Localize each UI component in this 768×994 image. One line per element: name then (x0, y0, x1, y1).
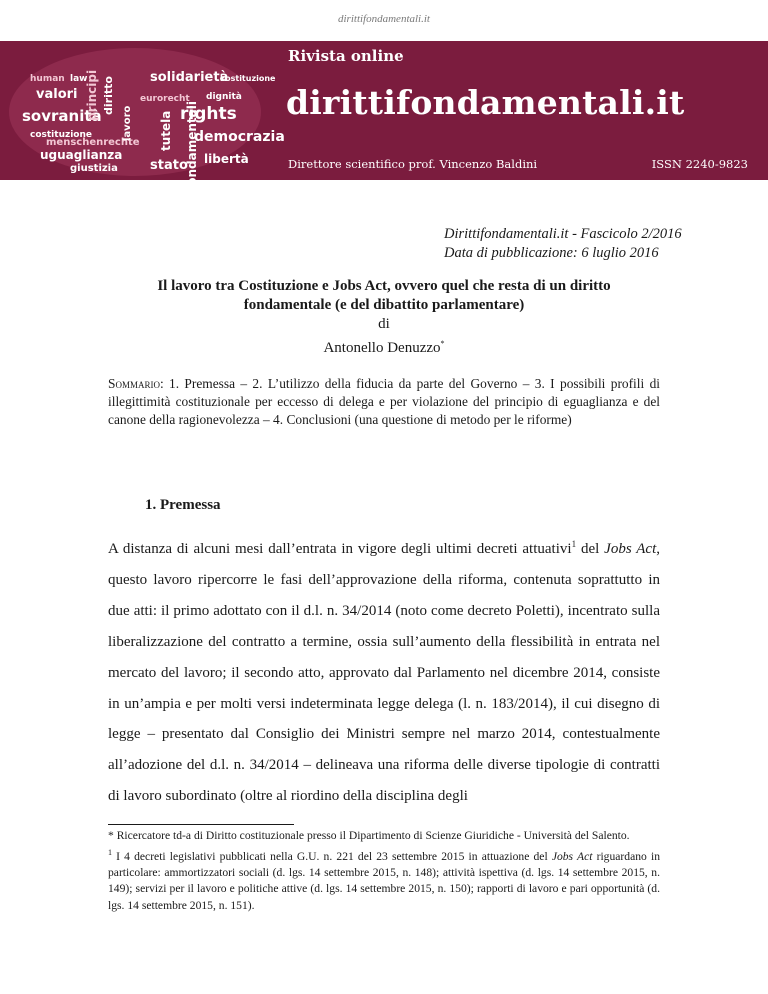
body-text-part: del (576, 541, 605, 557)
svg-text:kostituzione: kostituzione (220, 74, 276, 83)
banner-director: Direttore scientifico prof. Vincenzo Baldini (288, 157, 538, 171)
svg-text:sovranità: sovranità (22, 107, 102, 125)
section-heading: 1. Premessa (145, 497, 221, 513)
svg-text:eurorecht: eurorecht (140, 94, 190, 104)
issue-meta (444, 225, 682, 263)
word-cloud-logo (0, 41, 285, 191)
article-title-line-1: Il lavoro tra Costituzione e Jobs Act, ovvero quel che resta di un diritto (157, 278, 611, 294)
footnote-text: I 4 decreti legislativi pubblicati nella G.U. n. 221 del 23 settembre 2015 in attuazione del (112, 849, 552, 863)
svg-text:human: human (30, 74, 65, 84)
author-text: Antonello Denuzzo (323, 340, 441, 356)
table-of-contents-summary (108, 375, 660, 429)
footnote-author (108, 828, 660, 845)
body-text-part: A distanza di alcuni mesi dall’entrata in vigore degli ultimi decreti attuativi (108, 541, 572, 557)
issue-number: Dirittifondamentali.it - Fascicolo 2/2016 (444, 226, 682, 242)
footnotes (108, 828, 660, 914)
footnote-1 (108, 845, 660, 915)
svg-text:diritto: diritto (102, 76, 115, 115)
journal-banner (0, 41, 768, 191)
svg-text:dignità: dignità (206, 92, 242, 102)
site-title[interactable]: dirittifondamentali.it (286, 83, 685, 122)
svg-text:libertà: libertà (204, 152, 249, 166)
author-name (0, 334, 768, 358)
svg-text:rights: rights (180, 104, 237, 124)
svg-text:stato: stato (150, 158, 188, 173)
svg-text:costituzione: costituzione (30, 130, 92, 140)
svg-text:law: law (70, 74, 88, 84)
footnote-text: riguardano in particolare: ammortizzatori sociali (d. lgs. 14 settembre 2015, n. 148); attività ispettiva (d. lgs. 14 settembre 2015, n. 149); servizi per il lavoro e politiche attive (d. lgs. 14 settembre 2015, n. 150); rapporti di lavoro e pari opportunità (d. lgs. 14 settembre 2015, n. 151). (108, 849, 660, 912)
banner-issn: ISSN 2240-9823 (651, 157, 748, 171)
summary-text: : 1. Premessa – 2. L’utilizzo della fiducia da parte del Governo – 3. I possibili profili di illegittimità costituzionale per eccesso di delega e per violazione del principio di eguaglianza e del canone della ragionevolezza – 4. Conclusioni (una questione di metodo per le riforme) (108, 376, 660, 427)
svg-text:menschenrechte: menschenrechte (46, 137, 140, 148)
svg-text:lavoro: lavoro (122, 105, 133, 141)
svg-text:principi: principi (85, 69, 99, 121)
svg-text:democrazia: democrazia (194, 129, 285, 145)
svg-text:uguaglianza: uguaglianza (40, 148, 123, 162)
footnote-mark: 1 (108, 847, 112, 857)
svg-text:fondamentali: fondamentali (185, 101, 199, 191)
header-url: dirittifondamentali.it (338, 13, 430, 25)
publication-date: Data di pubblicazione: 6 luglio 2016 (444, 245, 659, 261)
article-title-line-2: fondamentale (e del dibattito parlamentare) (243, 297, 525, 313)
banner-kicker: Rivista online (288, 47, 404, 65)
svg-text:tutela: tutela (159, 110, 173, 151)
author-footnote-mark[interactable]: * (440, 339, 445, 348)
svg-text:valori: valori (36, 87, 78, 102)
article-title-block (0, 277, 768, 358)
body-jobs-act: Jobs Act (604, 541, 657, 557)
footnote-divider (108, 824, 294, 825)
summary-label: Sommario (108, 376, 160, 391)
footnote-text: Ricercatore td-a di Diritto costituzionale presso il Dipartimento di Scienze Giuridiche - Università del Salento. (113, 829, 630, 842)
body-paragraph (108, 534, 660, 812)
byline-di: di (378, 316, 390, 332)
footnote-jobs-act: Jobs Act (551, 849, 593, 863)
footnote-mark: * (108, 829, 114, 842)
footnote-ref-1[interactable]: 1 (571, 539, 577, 549)
body-text-part: , questo lavoro ripercorre le fasi dell’approvazione della riforma, contenuta soprattutto in due atti: il primo adottato con il d.l. n. 34/2014 (noto come decreto Poletti), incentrato sulla liberalizzazione del contratto a termine, ossia sull’aumento della flessibilità in entrata nel mercato del lavoro; il secondo atto, approvato dal Parlamento nel dicembre 2014, consiste in un’ampia e per molti versi indeterminata legge delega (l. n. 183/2014), il cui disegno di legge – presentato dal Consiglio dei Ministri sempre nel marzo 2014, contestualmente all’adozione del d.l. n. 34/2014 – delineava una riforma delle diverse tipologie di contratti di lavoro subordinato (oltre al riordino della disciplina degli (108, 541, 660, 805)
svg-text:giustizia: giustizia (70, 163, 118, 174)
svg-text:solidarietà: solidarietà (150, 70, 229, 85)
